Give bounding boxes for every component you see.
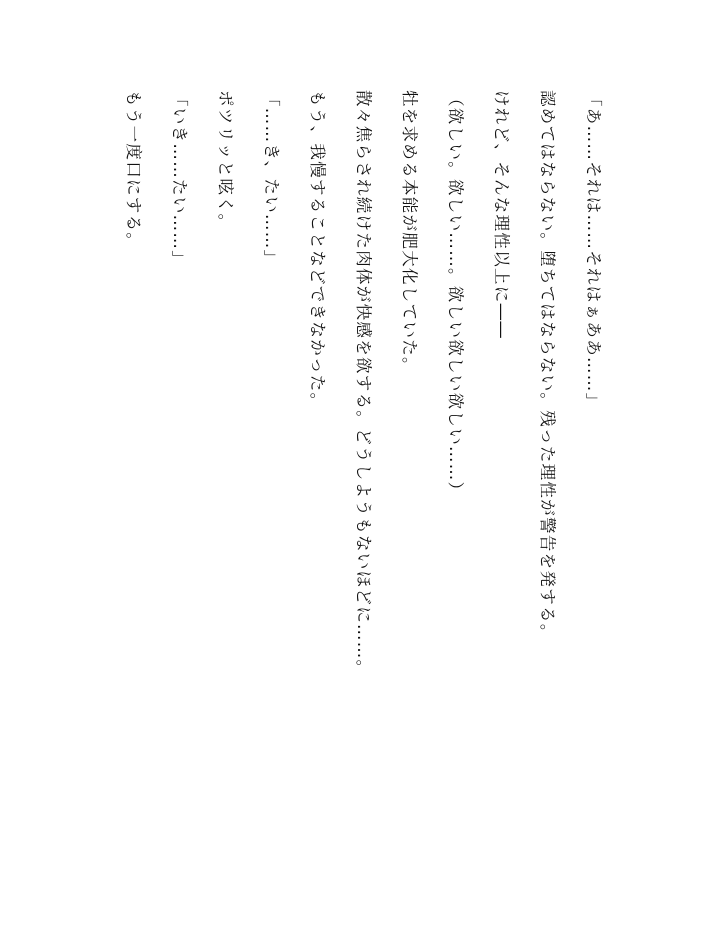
novel-text <box>124 90 606 678</box>
text-line: ポツリッと呟く。 <box>216 90 235 232</box>
text-line: 「……き、たい……」 <box>262 90 281 268</box>
text-line: 「あ……それは……それはぁああ……」 <box>584 90 603 411</box>
text-line: 「いき……たい……」 <box>170 90 189 268</box>
text-line: （欲しい。欲しい……。欲しい欲しい欲しい……） <box>446 90 465 500</box>
text-line: 牡を求める本能が肥大化していた。 <box>400 90 419 375</box>
text-line: もう、我慢することなどできなかった。 <box>308 90 327 411</box>
text-line: 認めてはならない。堕ちてはならない。残った理性が警告を発する。 <box>538 90 557 642</box>
text-line: 散々焦らされ続けた肉体が快感を欲する。どうしようもないほどに……。 <box>354 90 373 678</box>
text-line: けれど、そんな理性以上に―― <box>492 90 511 340</box>
text-line: もう一度口にする。 <box>124 90 143 251</box>
